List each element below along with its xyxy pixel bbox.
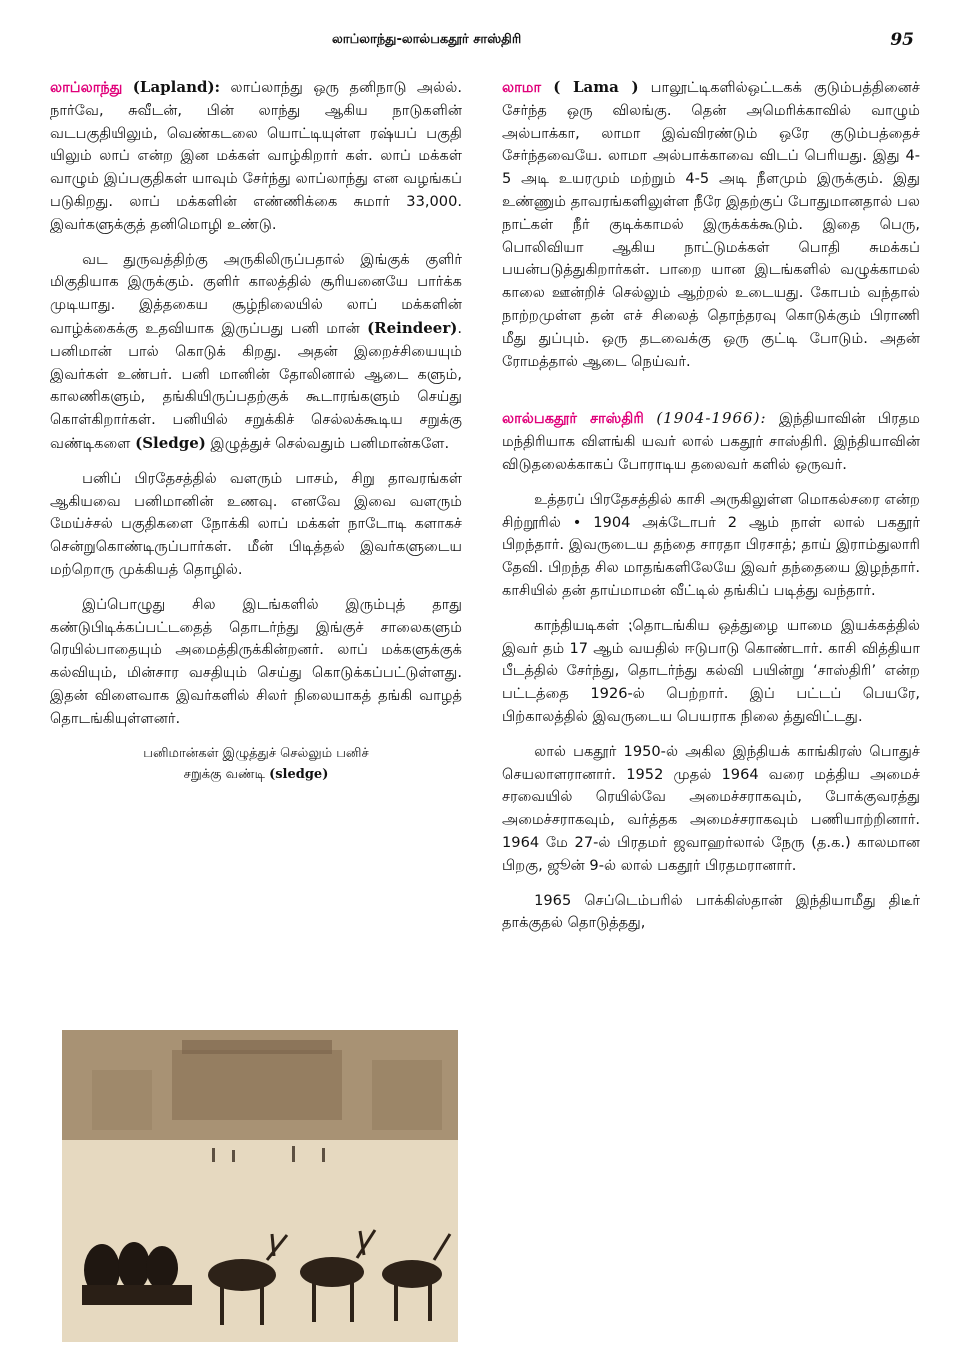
running-title: லாப்லாந்து-லால்பகதூர் சாஸ்திரி bbox=[332, 32, 522, 47]
shastri-intro-text: இந்தியாவின் பிரதம மந்திரியாக விளங்கி யவர் லால் பகதூர் சாஸ்திரி. இந்தியாவின் விடுதலைக்காகப் போராடிய தலைவர் களில் ஒருவர். bbox=[502, 410, 920, 473]
reindeer-text-a: வட துருவத்திற்கு அருகிலிருப்பதால் இங்குக் குளிர் மிகுதியாக இருக்கும். குளிர் காலத்தில் சூரியனையே பார்க்க முடியாது. இத்தகைய சூழ்நிலையில் லாப் மக்களின் வாழ்க்கைக்கு உதவியாக இருப்பது பனி மான் bbox=[50, 250, 462, 337]
shastri-war-paragraph: 1965 செப்டெம்பரில் பாக்கிஸ்தான் இந்தியாமீது திடீர் தாக்குதல் தொடுத்தது, bbox=[502, 891, 920, 932]
photo-illustration bbox=[62, 1030, 458, 1342]
lapland-text: லாப்லாந்து ஒரு தனிநாடு அல்ல். நார்வே, சுவீடன், பின் லாந்து ஆகிய நாடுகளின் வடபகுதியிலும், வெண்கடலை யொட்டியுள்ள ரஷ்யப் பகுதி யிலும் லாப் என்ற இன மக்கள் வாழ்கிறார் கள். லாப் மக்கள் வாழும் இப்பகுதிகள் யாவும் சேர்ந்து லாப்லாந்து என வழங்கப் படுகிறது. லாப் மக்களின் எண்ணிக்கை சுமார் 33,000. இவர்களுக்குத் தனிமொழி உண்டு. bbox=[50, 79, 462, 233]
food-paragraph: பனிப் பிரதேசத்தில் வளரும் பாசம், சிறு தாவரங்கள் ஆகியவை பனிமானின் உணவு. எனவே இவை வளரும் மேய்ச்சல் பகுதிகளை நோக்கி லாப் மக்கள் நாடோடி களாகச் சென்றுகொண்டிருப்பார்கள். மீன் பிடித்தல் இவர்களுடைய மற்றொரு முக்கியத் தொழில். bbox=[50, 469, 462, 578]
photo-caption bbox=[50, 743, 462, 785]
shastri-birth-paragraph: உத்தரப் பிரதேசத்தில் காசி அருகிலுள்ள மொகல்சரை என்ற சிற்றூரில் • 1904 அக்டோபர் 2 ஆம் நாள் லால் பகதூர் பிறந்தார். இவருடைய தந்தை சாரதா பிரசாத்; தாய் இராம்துலாரி தேவி. பிறந்த சில மாதங்களிலேயே இவர் தந்தையை இழந்தார். காசியில் தன் தாய்மாமன் வீட்டில் தங்கிப் படித்து வந்தார். bbox=[502, 490, 920, 599]
caption-line-1: பனிமான்கள் இழுத்துச் செல்லும் பனிச் bbox=[143, 745, 369, 761]
shastri-entry-paragraph bbox=[502, 407, 920, 476]
left-column bbox=[50, 76, 462, 793]
entry-spacer bbox=[502, 385, 920, 407]
lapland-entry-paragraph bbox=[50, 76, 462, 237]
lama-entry-paragraph bbox=[502, 76, 920, 373]
shastri-dates: (1904-1966): bbox=[656, 409, 767, 428]
lama-headword-english: ( Lama ) bbox=[553, 78, 639, 96]
reindeer-text-b: . பனிமான் பால் கொடுக் கிறது. அதன் இறைச்சியையும் இவர்கள் உண்பர். பனி மானின் தோலினால் ஆடை களும், காலணிகளும், தங்கியிருப்பதற்குக் கூடாரங்களும் செய்து கொள்கிறார்கள். பனியில் சறுக்கிச் செல்லக்கூடிய சறுக்கு வண்டிகளை bbox=[50, 319, 462, 452]
lapland-headword-english: (Lapland): bbox=[132, 78, 221, 96]
page-number: 95 bbox=[890, 30, 914, 50]
caption-line-2-en: (sledge) bbox=[269, 766, 329, 782]
shastri-headword: லால்பகதூர் சாஸ்திரி bbox=[502, 410, 644, 428]
reindeer-text-c: இழுத்துச் செல்வதும் பனிமான்களே. bbox=[205, 434, 450, 452]
lapland-headword: லாப்லாந்து bbox=[50, 79, 123, 96]
reindeer-sledge-photo bbox=[62, 1030, 458, 1342]
shastri-career-paragraph: லால் பகதூர் 1950-ல் அகில இந்தியக் காங்கிரஸ் பொதுச் செயலாளரானார். 1952 முதல் 1964 வரை மத்திய அமைச் சரவையில் ரெயில்வே அமைச்சராகவும், போக்குவரத்து அமைச்சராகவும், வர்த்தக அமைச்சராகவும் பணியாற்றினார். 1964 மே 27-ல் பிரதமர் ஜவாஹர்லால் நேரு (த.க.) காலமான பிறகு, ஜூன் 9-ல் லால் பகதூர் பிரதமரானார். bbox=[502, 742, 920, 874]
page-header bbox=[0, 30, 966, 54]
sledge-term: (Sledge) bbox=[135, 433, 206, 452]
caption-line-2-ta: சறுக்கு வண்டி bbox=[183, 766, 270, 782]
modern-paragraph: இப்பொழுது சில இடங்களில் இரும்புத் தாது கண்டுபிடிக்கப்பட்டதைத் தொடர்ந்து இங்குச் சாலைகளும் ரெயில்பாதையும் அமைத்திருக்கின்றனர். லாப் மக்களுக்குக் கல்வியும், மின்சார வசதியும் செய்து கொடுக்கப்பட்டுள்ளது. இதன் விளைவாக இவர்களில் சிலர் நிலையாகத் தங்கி வாழத் தொடங்கியுள்ளனர். bbox=[50, 595, 462, 727]
caption-line-2 bbox=[50, 764, 462, 785]
right-column bbox=[502, 76, 920, 947]
reindeer-term: (Reindeer) bbox=[367, 318, 458, 337]
lama-text: பாலூட்டிகளில்ஒட்டகக் குடும்பத்தினைச் சேர்ந்த ஒரு விலங்கு. தென் அமெரிக்காவில் வாழும் அல்பாக்கா, லாமா இவ்விரண்டும் ஒரே குடும்பத்தைச் சேர்ந்தவையே. லாமா அல்பாக்காவை விடப் பெரியது. இது 4-5 அடி உயரமும் மற்றும் 4-5 அடி நீளமும் இருக்கும். இது உண்ணும் தாவரங்களிலுள்ள நீரே இதற்குப் போதுமானதால் பல நாட்கள் நீர் குடிக்காமல் இருக்கக்கூடும். இதை பெரு, பொலிவியா ஆகிய நாட்டுமக்கள் பொதி சுமக்கப் பயன்படுத்துகிறார்கள். பாறை யான இடங்களில் வழுக்காமல் காலை ஊன்றிச் செல்லும் ஆற்றல் உடையது. கோபம் வந்தால் நாற்றமுள்ள தன் எச் சிலைத் தொந்தரவு கொடுக்கும் பிராணி மீது துப்பும். ஒரு தடவைக்கு ஒரு குட்டி போடும். அதன் ரோமத்தால் ஆடை நெய்வர். bbox=[502, 79, 920, 370]
shastri-education-paragraph: காந்தியடிகள் ⁏தொடங்கிய ஒத்துழை யாமை இயக்கத்தில் இவர் தம் 17 ஆம் வயதில் ஈடுபாடு கொண்டார். காசி வித்தியா பீடத்தில் சேர்ந்து, தொடர்ந்து கல்வி பயின்று ‘சாஸ்திரி’ என்ற பட்டத்தை 1926-ல் பெற்றார். இப் பட்டப் பெயரே, பிற்காலத்தில் இவருடைய பெயராக நிலை த்துவிட்டது. bbox=[502, 616, 920, 725]
reindeer-paragraph bbox=[50, 249, 462, 456]
lama-headword: லாமா bbox=[502, 79, 542, 96]
